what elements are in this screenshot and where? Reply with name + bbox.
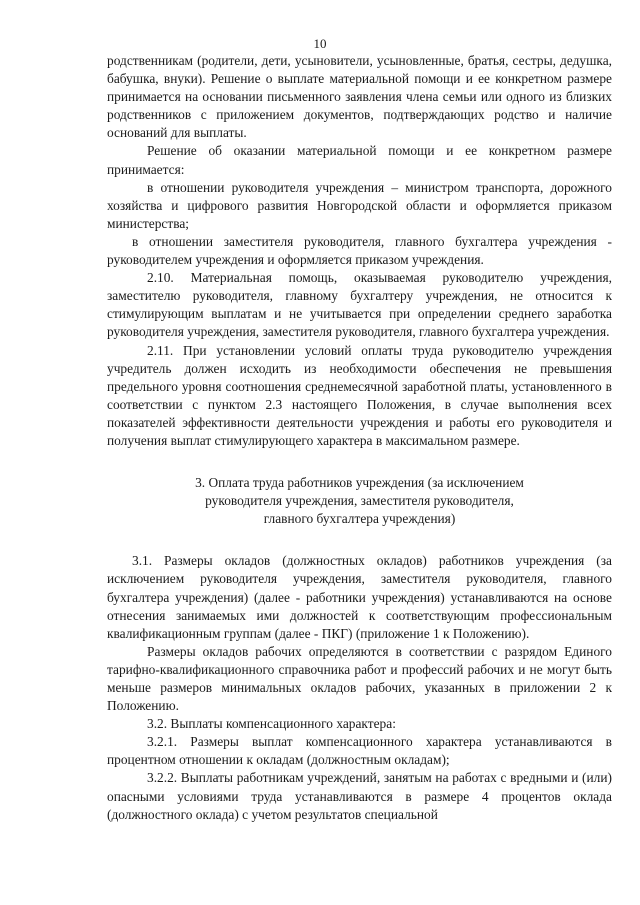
paragraph: 3.2.2. Выплаты работникам учреждений, занятым на работах с вредными и (или) опасными условиями труда устанавливаются в размере 4 процентов оклада (должностного оклада) с учетом результатов специальной [107,770,612,822]
paragraph: в отношении руководителя учреждения – министром транспорта, дорожного хозяйства и цифрового развития Новгородской области и оформляется приказом министерства; [107,179,612,231]
page-number: 10 [313,36,327,51]
section-heading-line: главного бухгалтера учреждения) [263,511,456,527]
document-body [107,52,612,824]
paragraph: 3.2.1. Размеры выплат компенсационного характера устанавливаются в процентном отношении к окладам (должностным окладам); [107,734,612,768]
section-heading-line: 3. Оплата труда работников учреждения (за исключением [195,475,524,491]
paragraph: 3.2. Выплаты компенсационного характера: [147,716,396,732]
paragraph: в отношении заместителя руководителя, главного бухгалтера учреждения - руководителем учреждения и оформляется приказом учреждения. [107,233,612,268]
section-heading-line: руководителя учреждения, заместителя руководителя, [205,493,514,509]
paragraph: 2.10. Материальная помощь, оказываемая руководителю учреждения, заместителю руководителя, главному бухгалтеру учреждения, не относится к стимулирующим выплатам и не учитывается при определении среднего заработка руководителя учреждения, заместителя руководителя, главного бухгалтера учреждения. [107,270,612,340]
section-heading [107,474,612,528]
paragraph: родственникам (родители, дети, усыновители, усыновленные, братья, сестры, дедушка, бабушка, внуки). Решение о выплате материальной помощи и ее конкретном размере принимается на основании письменного заявления члена семьи или одного из близких родственников с приложением документов, подтверждающих родство и наличие оснований для выплаты. [107,53,612,141]
paragraph: 2.11. При установлении условий оплаты труда руководителю учреждения учредитель должен исходить из необходимости обеспечения не превышения предельного уровня соотношения среднемесячной заработной платы, установленного в соответствии с пунктом 2.3 настоящего Положения, в случае выполнения всех показателей эффективности деятельности учреждения и работы его руководителя и получения выплат стимулирующего характера в максимальном размере. [107,342,612,448]
paragraph: 3.1. Размеры окладов (должностных окладов) работников учреждения (за исключением руководителя учреждения, заместителя руководителя, главного бухгалтера учреждения) (далее - работники учреждения) устанавливаются на основе отнесения занимаемых ими должностей к соответствующим профессиональным квалификационным группам (далее - ПКГ) (приложение 1 к Положению). [107,553,612,641]
paragraph: Решение об оказании материальной помощи и ее конкретном размере принимается: [107,143,612,177]
paragraph: Размеры окладов рабочих определяются в соответствии с разрядом Единого тарифно-квалификационного справочника работ и профессий рабочих и не могут быть меньше размеров минимальных окладов рабочих, указанных в приложении 2 к Положению. [107,643,612,714]
